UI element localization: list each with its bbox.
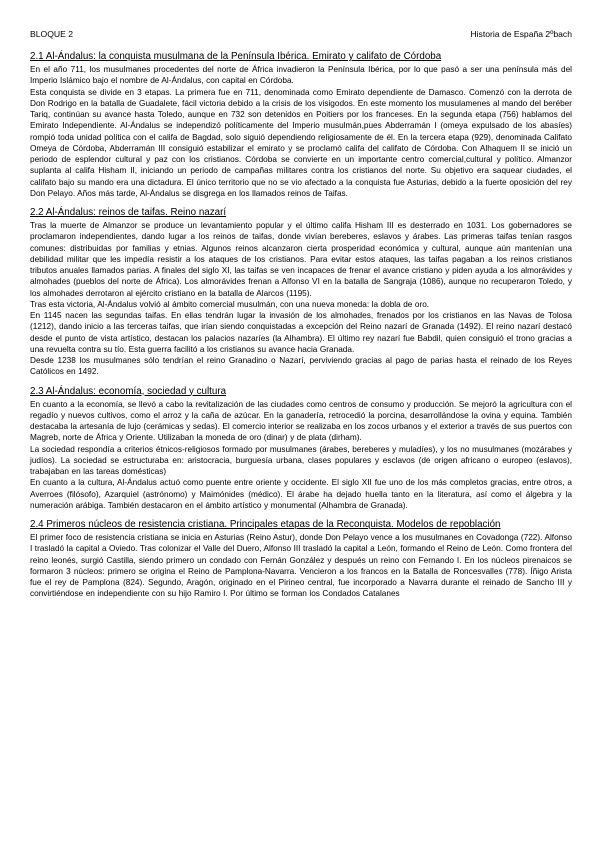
paragraph: Desde 1238 los musulmanes sólo tendrían el reino Granadino o Nazarí, perviviendo gracias al pago de parias hasta el reinado de los Reyes Católicos en 1492. [30,356,572,377]
section-2-2 [30,207,572,378]
paragraph: Tras la muerte de Almanzor se produce un levantamiento popular y el último califa Hisham III es desterrado en 1031. Los gobernadores se proclamaron independientes, dando lugar a los reinos de taifas, donde vivían bereberes, eslavos y árabes. Las primeras taifas tenían rasgos comunes: distribuidas por familias y etnias. Algunos reinos alcanzaron cierta prosperidad económica y cultural, aunque aún mantenían una debilidad militar que les impedía resistir a los ataques de los cristianos. Para evitar estos ataques, las taifas pagaban a los reinos cristianos tributos anuales llamados parias. A finales del siglo XI, las taifas se ven incapaces de frenar el avance cristiano y piden ayuda a los almorávides y almohades (pueblos del norte de África). Los almorávides frenan a Alfonso VI en la batalla de Sangraja (1086), aunque no recuperaron Toledo, y los almohades derrotaron al ejército cristiano en la batalla de Alarcos (1195). [30,221,572,298]
section-title: 2.4 Primeros núcleos de resistencia cristiana. Principales etapas de la Reconquista. Modelos de repoblación [30,519,501,530]
paragraph: En 1145 nacen las segundas taifas. En ellas tendrán lugar la invasión de los almohades, frenados por los cristianos en las Navas de Tolosa (1212), dando inicio a las terceras taifas, que irían siendo conquistadas a excepción del Reino nazarí de Granada (1492). El reino nazarí destacó desde el punto de vista artístico, destacan los palacios nazaríes (la Alhambra). El último rey nazarí fue Babdil, quien consiguió el trono gracias a una revuelta contra su tío. Esta guerra facilitó a los cristianos su avance hacia Granada. [30,311,572,354]
paragraph: El primer foco de resistencia cristiana se inicia en Asturias (Reino Astur), donde Don Pelayo vence a los musulmanes en Covadonga (722). Alfonso I trasladó la capital a Oviedo. Tras colonizar el Valle del Duero, Alfonso III trasladó la capital a León, formando el Reino de León. Como frontera del reino leonés, surgió Castilla, siendo primero un condado con Fernán González y después un reino con Fernando I. En los núcleos pirenaicos se formaron 3 núcleos: primero se origina el Reino de Pamplona-Navarra. Vencieron a los francos en la Batalla de Roncesvalles (778). Íñigo Arista fue el rey de Pamplona (824). Segundo, Aragón, originado en el Pirineo central, fue incorporado a Navarra durante el reinado de Sancho III y convirtiéndose en independiente con su hijo Ramiro I. Por último se forman los Condados Catalanes [30,533,572,599]
page-header [30,29,572,40]
paragraph: En el año 711, los musulmanes procedentes del norte de África invadieron la Península Ibérica, por lo que pasó a ser una península más del Imperio Islámico bajo el nombre de Al-Ándalus, con capital en Córdoba. [30,65,572,86]
section-title: 2.1 Al-Ándalus: la conquista musulmana de la Península Ibérica. Emirato y califato de Córdoba [30,51,442,62]
header-left: BLOQUE 2 [30,29,73,39]
paragraph: Tras esta victoria, Al-Ándalus volvió al ámbito comercial musulmán, con una nueva moneda: la dobla de oro. [30,299,430,309]
paragraph: En cuanto a la economía, se llevó a cabo la revitalización de las ciudades como centros de consumo y producción. Se mejoró la agricultura con el regadío y nuevos cultivos, como el arroz y la caña de azúcar. En la ganadería, retrocedió la porcina, desarrollándose la ovina y equina. También destacaba la artesanía de lujo (cerámicas y sedas). El comercio interior se realizaba en los zocos urbanos y el exterior a través de sus puertos con Magreb, norte de África y Oriente. Utilizaban la moneda de oro (dinar) y de plata (dirham). [30,399,572,443]
paragraph: Esta conquista se divide en 3 etapas. La primera fue en 711, denominada como Emirato dependiente de Damasco. Comenzó con la derrota de Don Rodrigo en la batalla de Guadalete, fácil victoria debido a la crisis de los visigodos. En este momento los musulamenes al mando del beréber Tariq, continúan su avance hasta Toledo, aunque en 732 son detenidos en Poitiers por los franceses. En la segunda etapa (756) hablamos del Emirato Independiente. Al-Ándalus se independizó políticamente del Imperio musulmán,pues Abderramán I (omeya expulsado de los abasíes) rompió toda unidad política con el califa de Bagdad, solo siguió dependiendo religiosamente de él. En la tercera etapa (929), denominada Califato Omeya de Córdoba, Abderramán III consiguió estabilizar el emirato y se proclamó califa del califato de Córdoba. Con Alhaquem II se inició un periodo de esplendor cultural y paz con los cristianos. Córdoba se convierte en un importante centro comercial,cultural y político. Almanzor suplanta al califa Hisham II, iniciando un periodo de campañas militares contra los cristianos del norte. Su objetivo era saquear ciudades, el califato bajo su mando era una dictadura. El único territorio que no se vio afectado a la conquista fue Asturias, debido a la fuerte oposición del rey Don Pelayo. Años más tarde, Al-Ándalus se disgrega en los llamados reinos de Taifas. [30,87,572,198]
section-2-4 [30,519,572,600]
section-title: 2.3 Al-Ándalus: economía, sociedad y cultura [30,385,227,397]
header-right: Historia de España 2ºbach [470,29,572,39]
section-2-1 [30,51,572,199]
paragraph: En cuanto a la cultura, Al-Ándalus actuó como puente entre oriente y occidente. El siglo XII fue uno de los más completos gracias, entre otros, a Averroes (filósofo), Azarquiel (astrónomo) y Maimónides (médico). El árabe ha dejado huella tanto en la literatura, así como el álgebra y la numeración arábiga. También destacaron en el ámbito artístico y monumental (Alhambra de Granada). [30,478,572,510]
section-2-3 [30,386,572,512]
paragraph: La sociedad respondía a criterios étnicos-religiosos formado por musulmanes (árabes, bereberes y muladíes), y los no musulmanes (mozárabes y judíos). La sociedad se estructuraba en: aristocracia, burguesía urbana, clases populares y esclavos (de origen africano o europeo (eslavos), trabajaban en las tareas domésticas) [30,444,572,476]
section-title: 2.2 Al-Ándalus: reinos de taifas. Reino nazarí [30,207,227,218]
